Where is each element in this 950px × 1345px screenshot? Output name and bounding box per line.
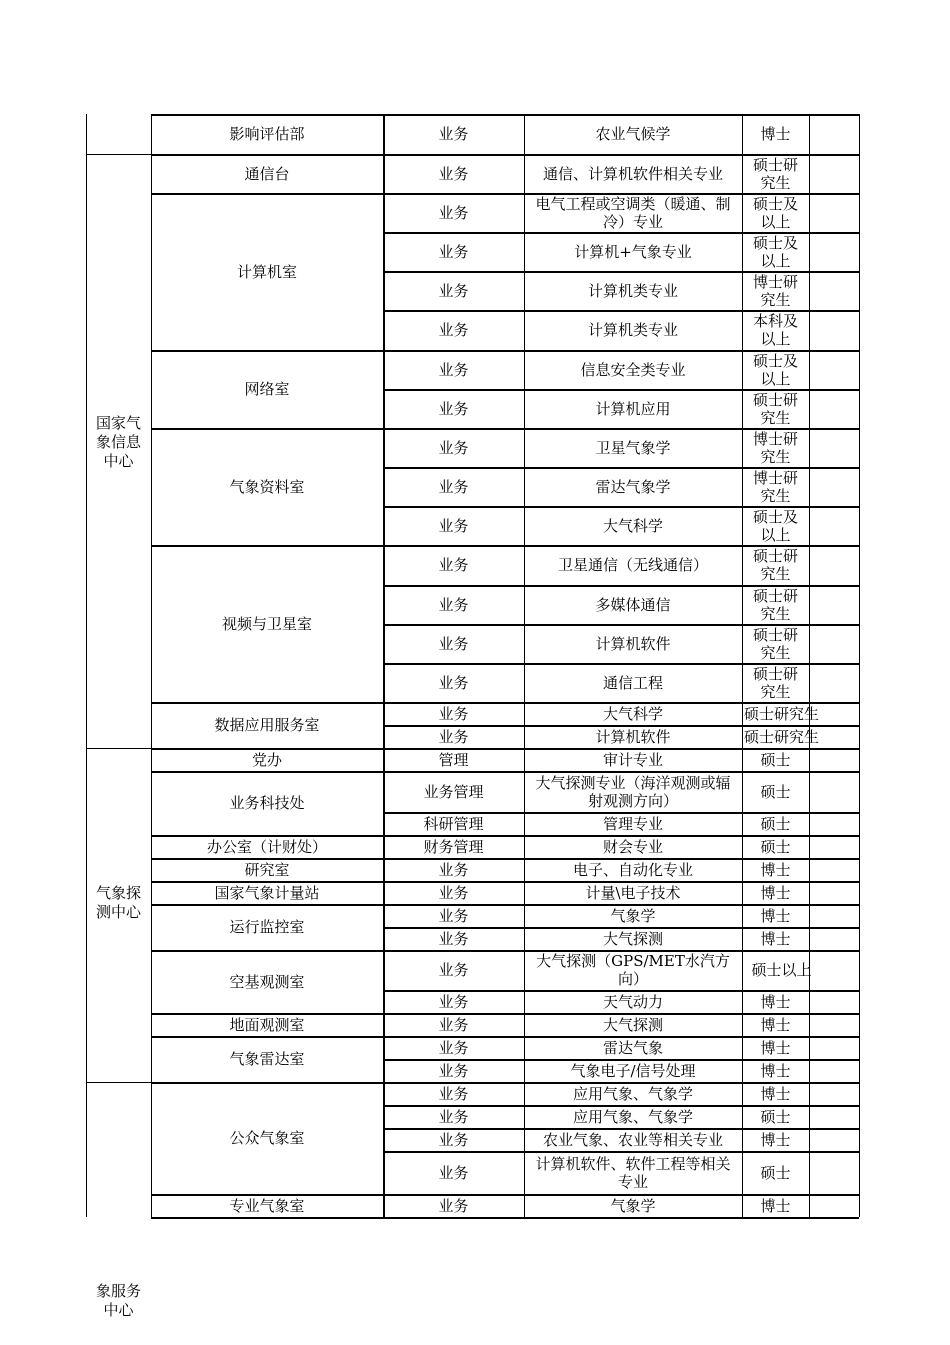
category-cell xyxy=(383,663,524,702)
degree-cell-text: 博士 xyxy=(760,1061,791,1080)
category-cell xyxy=(383,350,524,389)
category-cell xyxy=(383,1013,524,1036)
category-cell xyxy=(383,624,524,663)
category-cell xyxy=(383,1194,524,1217)
major-cell-text: 卫星气象学 xyxy=(595,438,671,457)
major-cell-text: 应用气象、气象学 xyxy=(572,1084,693,1103)
major-cell xyxy=(524,663,742,702)
department-cell-text: 气象雷达室 xyxy=(229,1050,305,1068)
major-cell xyxy=(524,858,742,881)
category-cell-text: 管理 xyxy=(438,750,469,769)
degree-cell-text: 硕士研 究生 xyxy=(752,586,798,623)
department-cell xyxy=(151,702,383,748)
major-cell-text: 大气探测专业（海洋观测或辐 射观测方向） xyxy=(535,773,731,810)
category-cell xyxy=(383,835,524,858)
degree-cell-text: 博士 xyxy=(760,1038,791,1057)
major-cell xyxy=(524,927,742,950)
degree-cell xyxy=(742,585,809,624)
category-cell-text: 业务 xyxy=(438,1107,469,1126)
category-cell-text: 业务 xyxy=(438,860,469,879)
degree-cell xyxy=(742,904,809,927)
category-cell xyxy=(383,467,524,506)
category-cell-text: 业务 xyxy=(438,125,469,143)
category-cell xyxy=(383,271,524,310)
degree-cell-text: 本科及 以上 xyxy=(752,312,798,348)
degree-cell-text: 硕士 xyxy=(760,814,791,833)
category-cell-text: 业务 xyxy=(438,1130,469,1149)
category-cell xyxy=(383,389,524,428)
department-cell xyxy=(151,881,383,904)
major-cell xyxy=(524,585,742,624)
degree-cell-text: 硕士研 究生 xyxy=(752,155,798,192)
degree-cell xyxy=(742,1059,809,1082)
category-cell xyxy=(383,858,524,881)
major-cell-text: 计量\电子技术 xyxy=(585,883,681,902)
major-cell-text: 天气动力 xyxy=(602,992,663,1011)
category-cell-text: 业务 xyxy=(438,321,469,339)
degree-cell-text: 博士 xyxy=(760,883,791,902)
category-cell xyxy=(383,702,524,725)
department-cell-text: 运行监控室 xyxy=(229,918,305,936)
department-cell-text: 计算机室 xyxy=(236,262,297,281)
degree-cell-text: 硕士及 以上 xyxy=(752,351,798,388)
category-cell-text: 业务 xyxy=(438,1196,469,1215)
major-cell-text: 雷达气象 xyxy=(602,1038,663,1057)
major-cell-text: 多媒体通信 xyxy=(595,595,671,614)
category-cell xyxy=(383,1059,524,1082)
major-cell-text: 气象电子/信号处理 xyxy=(570,1061,696,1080)
degree-cell xyxy=(742,725,821,748)
major-cell xyxy=(524,725,742,748)
category-cell xyxy=(383,506,524,545)
major-cell-text: 通信工程 xyxy=(602,673,663,692)
department-cell-text: 空基观测室 xyxy=(229,972,305,991)
degree-cell-text: 博士研 究生 xyxy=(752,468,798,505)
department-cell-text: 气象资料室 xyxy=(229,477,305,496)
degree-cell-text: 博士 xyxy=(760,860,791,879)
category-cell-text: 业务 xyxy=(438,704,469,723)
category-cell-text: 业务 xyxy=(438,961,469,979)
center-name: 气象探 测中心 xyxy=(95,884,141,921)
category-cell-text: 财务管理 xyxy=(423,837,484,856)
degree-cell xyxy=(742,193,809,232)
major-cell xyxy=(524,1059,742,1082)
degree-cell xyxy=(742,271,809,310)
degree-cell xyxy=(742,1082,809,1105)
category-cell-text: 业务 xyxy=(438,399,469,418)
category-cell xyxy=(383,193,524,232)
category-cell-text: 业务 xyxy=(438,1061,469,1080)
category-cell-text: 业务 xyxy=(438,1084,469,1103)
major-cell xyxy=(524,545,742,585)
category-cell-text: 业务 xyxy=(438,1163,469,1182)
degree-cell xyxy=(742,545,809,585)
department-cell xyxy=(151,350,383,428)
major-cell-text: 财会专业 xyxy=(602,837,663,856)
category-cell xyxy=(383,545,524,585)
degree-cell xyxy=(742,467,809,506)
degree-cell xyxy=(742,506,809,545)
department-cell xyxy=(151,1082,383,1194)
department-cell xyxy=(151,428,383,545)
category-cell-text: 业务 xyxy=(438,634,469,653)
category-cell xyxy=(383,950,524,990)
major-cell-text: 通信、计算机软件相关专业 xyxy=(542,164,723,183)
degree-cell-text: 博士 xyxy=(760,992,791,1011)
major-cell xyxy=(524,154,742,193)
category-cell xyxy=(383,154,524,193)
department-cell xyxy=(151,904,383,950)
category-cell-text: 业务 xyxy=(438,203,469,222)
category-cell-text: 业务 xyxy=(438,727,469,746)
major-cell xyxy=(524,114,742,154)
degree-cell xyxy=(742,881,809,904)
category-cell xyxy=(383,232,524,271)
degree-cell xyxy=(742,1013,809,1036)
category-cell xyxy=(383,585,524,624)
major-cell-text: 雷达气象学 xyxy=(595,477,671,496)
category-cell xyxy=(383,1036,524,1059)
category-cell-text: 业务 xyxy=(438,1038,469,1057)
major-cell-text: 大气探测（GPS/MET水汽方 向） xyxy=(536,952,730,988)
degree-cell xyxy=(742,389,809,428)
degree-cell xyxy=(742,350,809,389)
category-cell-text: 业务 xyxy=(438,477,469,496)
degree-cell xyxy=(742,428,809,467)
degree-cell-text: 博士 xyxy=(760,1196,791,1215)
major-cell-text: 气象学 xyxy=(610,1196,656,1215)
department-cell xyxy=(151,1036,383,1082)
major-cell xyxy=(524,1194,742,1217)
degree-cell xyxy=(742,990,809,1013)
degree-cell-text: 硕士研 究生 xyxy=(752,664,798,701)
major-cell xyxy=(524,193,742,232)
degree-cell-text: 硕士 xyxy=(760,782,791,801)
major-cell-text: 卫星通信（无线通信） xyxy=(557,556,708,574)
major-cell-text: 计算机软件 xyxy=(595,634,671,653)
degree-cell xyxy=(742,858,809,881)
major-cell xyxy=(524,1036,742,1059)
degree-cell-text: 硕士研究生 xyxy=(743,704,819,723)
major-cell xyxy=(524,881,742,904)
department-cell-text: 视频与卫星室 xyxy=(221,614,312,633)
category-cell-text: 业务 xyxy=(438,992,469,1011)
major-cell-text: 大气科学 xyxy=(602,704,663,723)
degree-cell xyxy=(742,702,821,725)
category-cell-text: 业务管理 xyxy=(423,782,484,801)
major-cell-text: 信息安全类专业 xyxy=(580,360,686,379)
degree-cell-text: 硕士 xyxy=(760,750,791,769)
department-cell xyxy=(151,835,383,858)
major-cell-text: 审计专业 xyxy=(602,750,663,769)
degree-cell xyxy=(742,927,809,950)
degree-cell xyxy=(742,1151,809,1194)
degree-cell-text: 硕士及 以上 xyxy=(752,507,798,544)
degree-cell xyxy=(742,154,809,193)
degree-cell xyxy=(742,1105,809,1128)
major-cell xyxy=(524,835,742,858)
department-cell-text: 地面观测室 xyxy=(229,1015,305,1034)
department-cell xyxy=(151,1194,383,1217)
category-cell xyxy=(383,1082,524,1105)
category-cell xyxy=(383,748,524,771)
category-cell xyxy=(383,1128,524,1151)
category-cell xyxy=(383,725,524,748)
degree-cell-text: 博士 xyxy=(760,1084,791,1103)
category-cell xyxy=(383,904,524,927)
category-cell-text: 业务 xyxy=(438,556,469,574)
department-cell-text: 党办 xyxy=(251,750,282,769)
grid-line xyxy=(86,114,87,1217)
degree-cell-text: 博士 xyxy=(760,1130,791,1149)
degree-cell-text: 博士 xyxy=(760,906,791,925)
major-cell-text: 农业气象、农业等相关专业 xyxy=(542,1130,723,1149)
department-cell xyxy=(151,1013,383,1036)
department-cell xyxy=(151,193,383,350)
degree-cell xyxy=(742,310,809,350)
major-cell-text: 应用气象、气象学 xyxy=(572,1107,693,1126)
degree-cell-text: 博士 xyxy=(760,125,791,143)
department-cell-text: 专业气象室 xyxy=(229,1196,305,1215)
category-cell-text: 业务 xyxy=(438,1015,469,1034)
major-cell-text: 计算机软件、软件工程等相关 专业 xyxy=(535,1154,731,1191)
category-cell-text: 业务 xyxy=(438,595,469,614)
major-cell xyxy=(524,950,742,990)
major-cell-text: 管理专业 xyxy=(602,814,663,833)
department-cell-text: 公众气象室 xyxy=(229,1129,305,1147)
major-cell-text: 计算机应用 xyxy=(595,399,671,418)
degree-cell xyxy=(742,114,809,154)
degree-cell-text: 博士研 究生 xyxy=(752,429,798,466)
degree-cell-text: 硕士及 以上 xyxy=(752,194,798,231)
degree-cell-text: 硕士研 究生 xyxy=(752,390,798,427)
department-cell-text: 研究室 xyxy=(244,860,290,879)
category-cell xyxy=(383,114,524,154)
category-cell-text: 业务 xyxy=(438,164,469,183)
major-cell xyxy=(524,904,742,927)
major-cell-text: 电子、自动化专业 xyxy=(572,860,693,879)
category-cell-text: 业务 xyxy=(438,242,469,261)
department-cell-text: 业务科技处 xyxy=(229,794,305,812)
degree-cell-text: 硕士 xyxy=(760,837,791,856)
degree-cell-text: 博士 xyxy=(760,929,791,948)
degree-cell-text: 硕士研 究生 xyxy=(752,625,798,662)
major-cell-text: 计算机+气象专业 xyxy=(574,242,692,261)
department-cell-text: 通信台 xyxy=(244,164,290,183)
major-cell xyxy=(524,812,742,835)
department-cell-text: 国家气象计量站 xyxy=(214,883,320,902)
major-cell xyxy=(524,389,742,428)
department-cell xyxy=(151,748,383,771)
degree-cell-text: 硕士及 以上 xyxy=(752,233,798,270)
degree-cell-text: 博士研 究生 xyxy=(752,272,798,309)
major-cell xyxy=(524,350,742,389)
major-cell xyxy=(524,1128,742,1151)
major-cell xyxy=(524,467,742,506)
category-cell xyxy=(383,428,524,467)
category-cell xyxy=(383,771,524,812)
category-cell xyxy=(383,1151,524,1194)
major-cell xyxy=(524,1013,742,1036)
category-cell xyxy=(383,927,524,950)
major-cell-text: 大气探测 xyxy=(602,929,663,948)
major-cell-text: 计算机软件 xyxy=(595,727,671,746)
degree-cell-text: 硕士 xyxy=(760,1107,791,1126)
department-cell-text: 影响评估部 xyxy=(229,125,305,143)
center-name: 象服务 中心 xyxy=(95,1282,141,1319)
category-cell-text: 业务 xyxy=(438,673,469,692)
degree-cell-text: 硕士研 究生 xyxy=(752,547,798,583)
major-cell-text: 电气工程或空调类（暖通、制 冷）专业 xyxy=(535,194,731,231)
category-cell-text: 业务 xyxy=(438,281,469,300)
category-cell xyxy=(383,1105,524,1128)
major-cell xyxy=(524,748,742,771)
major-cell-text: 计算机类专业 xyxy=(587,281,678,300)
degree-cell xyxy=(742,1194,809,1217)
category-cell xyxy=(383,812,524,835)
major-cell xyxy=(524,990,742,1013)
grid-line xyxy=(859,114,860,1217)
department-cell xyxy=(151,858,383,881)
major-cell xyxy=(524,1105,742,1128)
category-cell-text: 科研管理 xyxy=(423,814,484,833)
major-cell-text: 气象学 xyxy=(610,906,656,925)
category-cell-text: 业务 xyxy=(438,516,469,535)
degree-cell xyxy=(742,950,821,990)
major-cell xyxy=(524,1151,742,1194)
degree-cell xyxy=(742,1128,809,1151)
degree-cell xyxy=(742,624,809,663)
degree-cell-text: 硕士研究生 xyxy=(743,727,819,746)
degree-cell-text: 硕士 xyxy=(760,1163,791,1182)
grid-line xyxy=(151,1217,859,1219)
major-cell xyxy=(524,1082,742,1105)
degree-cell xyxy=(742,812,809,835)
degree-cell xyxy=(742,748,809,771)
category-cell xyxy=(383,881,524,904)
major-cell xyxy=(524,506,742,545)
department-cell xyxy=(151,771,383,835)
degree-cell-text: 博士 xyxy=(760,1015,791,1034)
major-cell xyxy=(524,771,742,812)
department-cell xyxy=(151,154,383,193)
center-name: 国家气 象信息 中心 xyxy=(95,414,141,470)
major-cell-text: 农业气候学 xyxy=(595,125,671,143)
degree-cell xyxy=(742,232,809,271)
department-cell xyxy=(151,950,383,1013)
category-cell-text: 业务 xyxy=(438,360,469,379)
major-cell xyxy=(524,232,742,271)
major-cell-text: 计算机类专业 xyxy=(587,321,678,339)
department-cell-text: 网络室 xyxy=(244,380,290,398)
major-cell xyxy=(524,624,742,663)
category-cell xyxy=(383,310,524,350)
major-cell xyxy=(524,428,742,467)
department-cell xyxy=(151,545,383,702)
major-cell xyxy=(524,271,742,310)
major-cell-text: 大气科学 xyxy=(602,516,663,535)
category-cell-text: 业务 xyxy=(438,929,469,948)
grid-line xyxy=(809,114,810,1217)
category-cell-text: 业务 xyxy=(438,883,469,902)
category-cell xyxy=(383,990,524,1013)
major-cell xyxy=(524,310,742,350)
degree-cell xyxy=(742,835,809,858)
category-cell-text: 业务 xyxy=(438,438,469,457)
department-cell-text: 数据应用服务室 xyxy=(214,716,320,734)
department-cell-text: 办公室（计财处） xyxy=(206,837,327,856)
degree-cell-text: 硕士以上 xyxy=(751,961,812,979)
department-cell xyxy=(151,114,383,154)
category-cell-text: 业务 xyxy=(438,906,469,925)
degree-cell xyxy=(742,1036,809,1059)
major-cell-text: 大气探测 xyxy=(602,1015,663,1034)
major-cell xyxy=(524,702,742,725)
degree-cell xyxy=(742,771,809,812)
degree-cell xyxy=(742,663,809,702)
